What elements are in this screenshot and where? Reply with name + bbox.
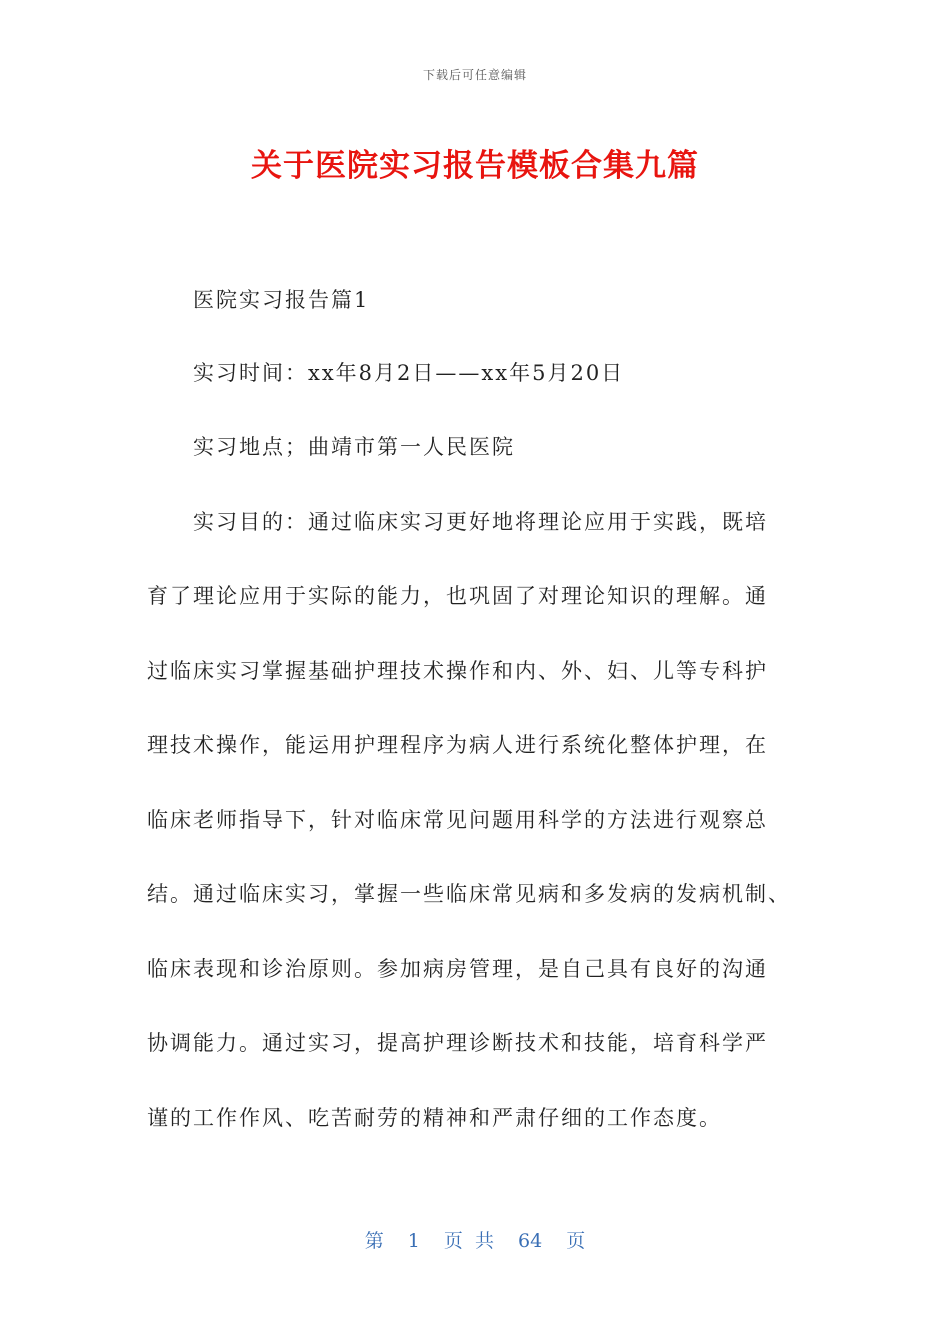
body-line: 结。通过临床实习，掌握一些临床常见病和多发病的发病机制、	[147, 882, 791, 906]
body-line: 谨的工作作风、吃苦耐劳的精神和严肃仔细的工作态度。	[147, 1106, 722, 1130]
footer-total-pages: 64	[518, 1230, 543, 1252]
body-line: 过临床实习掌握基础护理技术操作和内、外、妇、儿等专科护	[147, 659, 768, 683]
footer-mid: 页 共	[443, 1230, 494, 1252]
footer-page-number: 1	[407, 1230, 420, 1252]
body-line: 育了理论应用于实际的能力，也巩固了对理论知识的理解。通	[147, 584, 768, 608]
internship-location-line: 实习地点；曲靖市第一人民医院	[193, 435, 515, 459]
section-heading: 医院实习报告篇1	[193, 288, 370, 312]
page-footer	[0, 1226, 950, 1253]
body-line: 临床老师指导下，针对临床常见问题用科学的方法进行观察总	[147, 808, 768, 832]
body-line: 理技术操作，能运用护理程序为病人进行系统化整体护理，在	[147, 733, 768, 757]
internship-time-line: 实习时间：xx年8月2日——xx年5月20日	[193, 361, 625, 385]
body-line: 临床表现和诊治原则。参加病房管理，是自己具有良好的沟通	[147, 957, 768, 981]
footer-suffix: 页	[566, 1230, 586, 1252]
document-title: 关于医院实习报告模板合集九篇	[251, 148, 699, 184]
body-line: 实习目的：通过临床实习更好地将理论应用于实践，既培	[193, 510, 768, 534]
footer-prefix: 第	[364, 1230, 384, 1252]
body-line: 协调能力。通过实习，提高护理诊断技术和技能，培育科学严	[147, 1031, 768, 1055]
header-note: 下载后可任意编辑	[422, 68, 527, 82]
